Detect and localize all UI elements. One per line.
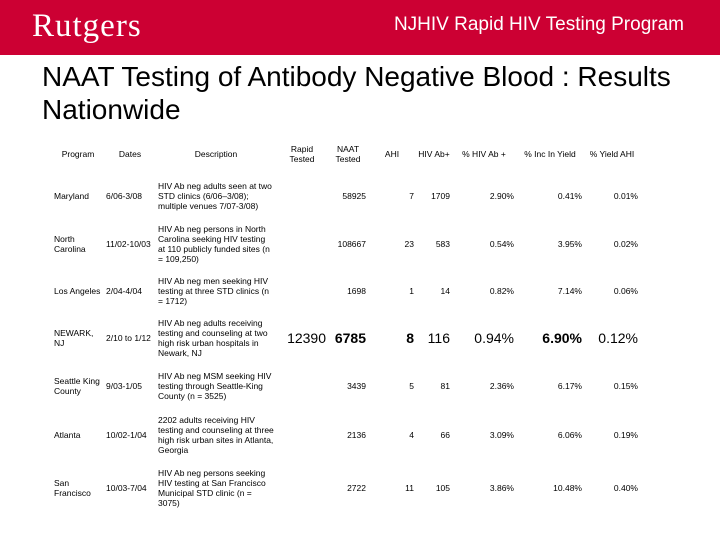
table-row xyxy=(52,462,640,514)
cell-hiv-ab-pos: 66 xyxy=(440,430,450,440)
cell-naat-tested: 2722 xyxy=(347,483,366,493)
cell-pct-inc-yield: 6.17% xyxy=(557,381,582,391)
cell-pct-yield-ahi: 0.12% xyxy=(598,330,638,346)
cell-dates: 9/03-1/05 xyxy=(106,381,142,391)
cell-hiv-ab-pos: 105 xyxy=(435,483,450,493)
cell-ahi: 5 xyxy=(409,381,414,391)
cell-description: HIV Ab neg men seeking HIV testing at three STD clinics (n = 1712) xyxy=(158,276,270,306)
cell-naat-tested: 6785 xyxy=(334,330,366,346)
cell-naat-tested: 3439 xyxy=(347,381,366,391)
cell-pct-yield-ahi: 0.01% xyxy=(613,191,638,201)
banner-title: NJHIV Rapid HIV Testing Program xyxy=(393,14,684,35)
cell-rapid-tested xyxy=(276,174,328,218)
table-row xyxy=(52,174,640,218)
cell-description: HIV Ab neg persons in North Carolina seeking HIV testing at 110 publicly funded sites (n = 109,250) xyxy=(158,224,270,264)
cell-pct-hiv-ab: 2.90% xyxy=(489,191,514,201)
rutgers-logo: Rutgers xyxy=(32,8,142,44)
cell-rapid-tested xyxy=(276,364,328,408)
cell-pct-yield-ahi: 0.06% xyxy=(613,286,638,296)
cell-hiv-ab-pos: 583 xyxy=(435,239,450,249)
cell-pct-yield-ahi: 0.40% xyxy=(613,483,638,493)
cell-pct-hiv-ab: 0.94% xyxy=(474,330,514,346)
cell-pct-inc-yield: 3.95% xyxy=(557,239,582,249)
cell-rapid-tested xyxy=(276,270,328,312)
cell-program: San Francisco xyxy=(54,478,91,498)
cell-pct-inc-yield: 7.14% xyxy=(557,286,582,296)
cell-rapid-tested xyxy=(276,462,328,514)
cell-dates: 2/04-4/04 xyxy=(106,286,142,296)
cell-pct-yield-ahi: 0.02% xyxy=(613,239,638,249)
cell-description: HIV Ab neg persons seeking HIV testing at San Francisco Municipal STD clinic (n = 3075) xyxy=(158,468,266,508)
cell-ahi: 7 xyxy=(409,191,414,201)
results-table xyxy=(52,134,640,514)
cell-dates: 6/06-3/08 xyxy=(106,191,142,201)
col-header-ahi: AHI xyxy=(384,149,400,159)
col-header-description: Description xyxy=(194,149,238,159)
cell-ahi: 23 xyxy=(404,239,414,249)
cell-hiv-ab-pos: 1709 xyxy=(431,191,450,201)
col-header-rapid-tested: Rapid Tested xyxy=(289,144,315,164)
cell-dates: 10/03-7/04 xyxy=(106,483,147,493)
table-row xyxy=(52,218,640,270)
table-row-highlight xyxy=(52,312,640,364)
table-row xyxy=(52,270,640,312)
cell-description: 2202 adults receiving HIV testing and counseling at three high risk urban sites in Atlanta, Georgia xyxy=(158,415,274,455)
cell-rapid-tested: 12390 xyxy=(287,330,326,346)
slide-title: NAAT Testing of Antibody Negative Blood : Results Nationwide xyxy=(42,61,671,125)
cell-description: HIV Ab neg adults receiving testing and counseling at two high risk urban hospitals in Newark, NJ xyxy=(158,318,268,358)
cell-naat-tested: 2136 xyxy=(347,430,366,440)
cell-rapid-tested xyxy=(276,218,328,270)
cell-naat-tested: 108667 xyxy=(337,239,366,249)
table-row xyxy=(52,364,640,408)
cell-hiv-ab-pos: 14 xyxy=(440,286,450,296)
cell-dates: 10/02-1/04 xyxy=(106,430,147,440)
cell-pct-hiv-ab: 2.36% xyxy=(489,381,514,391)
cell-program: North Carolina xyxy=(54,234,86,254)
cell-naat-tested: 58925 xyxy=(342,191,366,201)
cell-ahi: 1 xyxy=(409,286,414,296)
cell-pct-inc-yield: 6.90% xyxy=(542,330,582,346)
cell-pct-inc-yield: 0.41% xyxy=(557,191,582,201)
col-header-dates: Dates xyxy=(118,149,142,159)
cell-pct-hiv-ab: 3.09% xyxy=(489,430,514,440)
cell-hiv-ab-pos: 116 xyxy=(427,330,450,346)
header-row xyxy=(52,134,640,174)
cell-dates: 11/02-10/03 xyxy=(106,239,151,249)
cell-ahi: 4 xyxy=(409,430,414,440)
col-header-pct-yield-ahi: % Yield AHI xyxy=(589,149,635,159)
cell-program: Maryland xyxy=(54,191,89,201)
cell-program: Seattle King County xyxy=(54,376,100,396)
col-header-naat-tested: NAAT Tested xyxy=(335,144,361,164)
cell-program: NEWARK, NJ xyxy=(54,328,94,348)
col-header-program: Program xyxy=(61,149,95,159)
cell-ahi: 8 xyxy=(406,330,414,346)
cell-pct-inc-yield: 6.06% xyxy=(557,430,582,440)
cell-description: HIV Ab neg MSM seeking HIV testing through Seattle-King County (n = 3525) xyxy=(158,371,272,401)
col-header-hiv-ab-pos: HIV Ab+ xyxy=(418,149,450,159)
cell-program: Atlanta xyxy=(54,430,81,440)
col-header-pct-inc-yield: % Inc In Yield xyxy=(524,149,576,159)
col-header-pct-hiv-ab: % HIV Ab + xyxy=(462,149,506,159)
cell-ahi: 11 xyxy=(405,483,414,493)
cell-pct-inc-yield: 10.48% xyxy=(553,483,582,493)
cell-description: HIV Ab neg adults seen at two STD clinics (6/06–3/08); multiple venues 7/07-3/08) xyxy=(158,181,272,211)
cell-pct-hiv-ab: 3.86% xyxy=(489,483,514,493)
cell-pct-hiv-ab: 0.82% xyxy=(489,286,514,296)
cell-pct-yield-ahi: 0.15% xyxy=(613,381,638,391)
header-bar xyxy=(0,0,720,55)
cell-program: Los Angeles xyxy=(54,286,101,296)
cell-naat-tested: 1698 xyxy=(347,286,366,296)
cell-pct-hiv-ab: 0.54% xyxy=(489,239,514,249)
cell-dates: 2/10 to 1/12 xyxy=(106,333,151,343)
cell-hiv-ab-pos: 81 xyxy=(440,381,450,391)
table-row xyxy=(52,408,640,462)
cell-pct-yield-ahi: 0.19% xyxy=(613,430,638,440)
cell-rapid-tested xyxy=(276,408,328,462)
